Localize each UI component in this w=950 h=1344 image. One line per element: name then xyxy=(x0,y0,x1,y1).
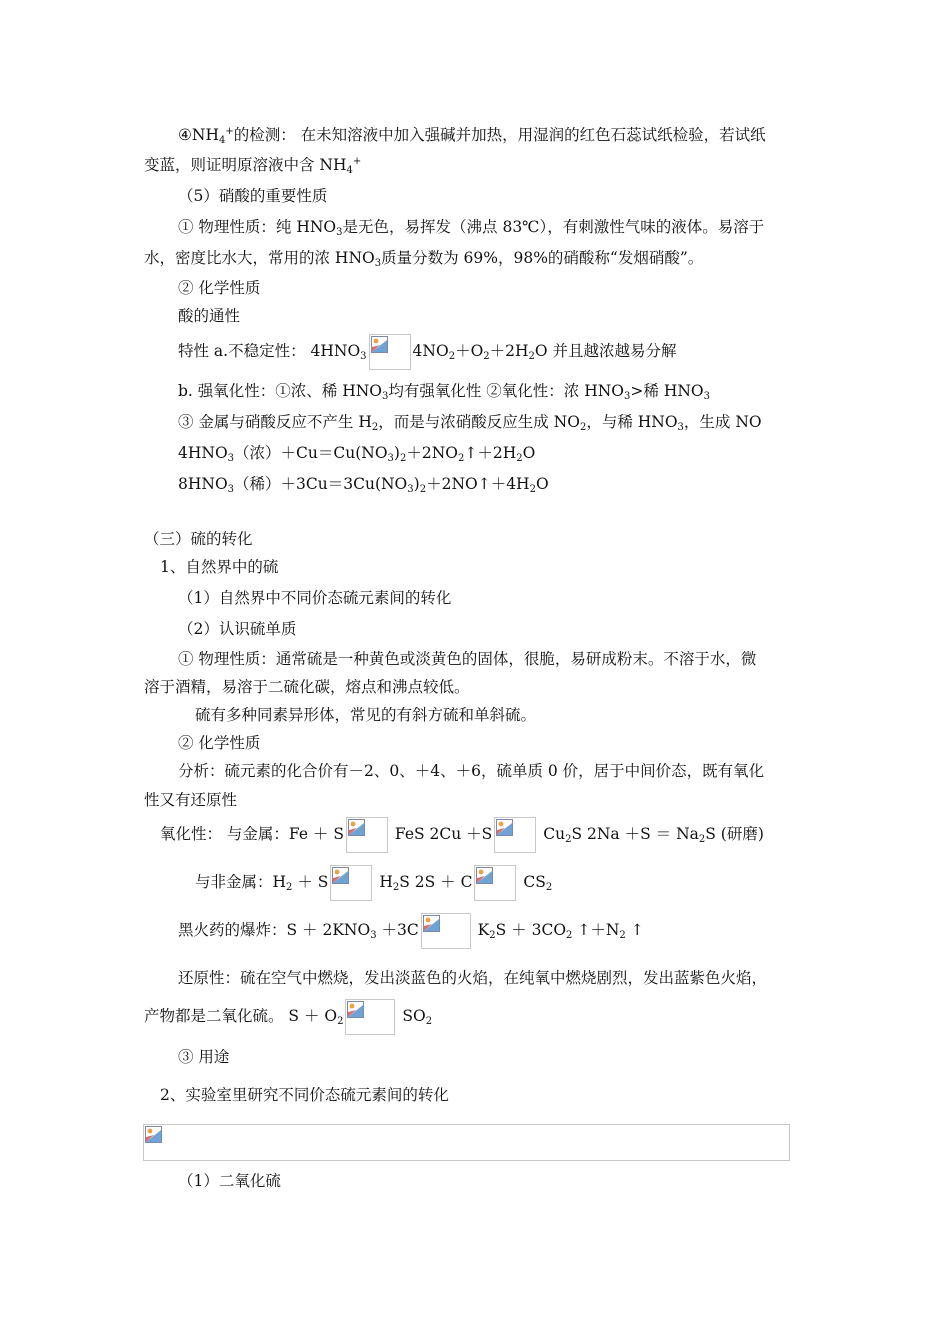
nitric-unstable: 特性 a.不稳定性： $4HNO_3$ $4NO_2+O_2+2H_2O$ 并且越浓越易分解 xyxy=(178,333,677,370)
broken-image-icon xyxy=(496,819,513,836)
nh4-test-line2: 变蓝，则证明原溶液中含 $NH_4^+$ xyxy=(144,156,362,176)
sulfur-nature-heading: 1、自然界中的硫 xyxy=(160,558,279,576)
equation-arrow-image xyxy=(345,999,395,1035)
nitric-metal: ③ 金属与硝酸反应不产生 $H_2$，而是与浓硝酸反应生成 $NO_2$，与稀 $HNO_3$，生成 NO xyxy=(178,413,762,433)
broken-image-icon xyxy=(332,867,349,884)
sulfur-gunpowder: 黑火药的爆炸：$S + 2KNO_3 +3C$ $K_2S + 3CO_2$ $↑+N_2$ ↑ xyxy=(178,912,644,949)
sulfur-section-heading: （三）硫的转化 xyxy=(144,530,253,548)
nitric-eq-concentrated: $4HNO_3$（浓）$+Cu=Cu(NO_3)_2+2NO_2↑+2H_2O$ xyxy=(178,444,536,464)
equation-arrow-image xyxy=(330,865,372,901)
sulfur-sub2: （2）认识硫单质 xyxy=(178,620,297,638)
sulfur-lab-heading: 2、实验室里研究不同价态硫元素间的转化 xyxy=(160,1086,449,1104)
sulfur-sub1: （1）自然界中不同价态硫元素间的转化 xyxy=(178,589,452,607)
sulfur-ox-nonmetal: 与非金属：$H_2 + S$ $H_2S$ 2S ＋ C $CS_2$ xyxy=(195,864,552,901)
sulfur-phys-line1: ① 物理性质：通常硫是一种黄色或淡黄色的固体，很脆，易研成粉末。不溶于水，微 xyxy=(178,650,757,668)
sulfur-allotrope: 硫有多种同素异形体，常见的有斜方硫和单斜硫。 xyxy=(195,706,537,724)
broken-image-icon xyxy=(145,1126,162,1143)
sulfur-chem-heading: ② 化学性质 xyxy=(178,734,261,752)
equation-arrow-image xyxy=(494,817,536,853)
equation-arrow-image xyxy=(474,865,516,901)
sulfur-conversion-diagram-image xyxy=(143,1124,790,1161)
broken-image-icon xyxy=(347,1001,364,1018)
nitric-eq-dilute: $8HNO_3$（稀）$+3Cu=3Cu(NO_3)_2+2NO↑+4H_2O$ xyxy=(178,475,549,495)
nitric-phys-line1: ① 物理性质：纯 $HNO_3$是无色，易挥发（沸点 83℃），有刺激性气味的液体。易溶于 xyxy=(178,218,765,238)
broken-image-icon xyxy=(476,867,493,884)
broken-image-icon xyxy=(348,819,365,836)
nitric-chem-heading: ② 化学性质 xyxy=(178,279,261,297)
so2-heading: （1）二氧化硫 xyxy=(178,1172,281,1190)
nitric-oxidizing: b. 强氧化性：①浓、稀 $HNO_3$均有强氧化性 ②氧化性：浓 $HNO_3>$稀 $HNO_3$ xyxy=(178,382,710,402)
broken-image-icon xyxy=(423,915,440,932)
sulfur-reduce-line1: 还原性：硫在空气中燃烧，发出淡蓝色的火焰，在纯氧中燃烧剧烈，发出蓝紫色火焰， xyxy=(178,969,768,987)
equation-arrow-image xyxy=(421,913,471,949)
nitric-phys-line2: 水，密度比水大，常用的浓 $HNO_3$质量分数为 69%，98%的硝酸称“发烟硝酸”。 xyxy=(144,249,704,269)
sulfur-reduce-line2: 产物都是二氧化硫。 $S + O_2$ $SO_2$ xyxy=(144,998,432,1035)
equation-arrow-image xyxy=(369,334,411,370)
sulfur-analysis-line2: 性又有还原性 xyxy=(144,791,238,809)
equation-arrow-image xyxy=(346,817,388,853)
nitric-heading: （5）硝酸的重要性质 xyxy=(178,187,328,205)
sulfur-ox-metal: 氧化性： 与金属：Fe ＋ S FeS 2Cu ＋S $Cu_2S$ $2Na +S = Na_2S$ (研磨) xyxy=(160,816,764,853)
sulfur-phys-line2: 溶于酒精，易溶于二硫化碳，熔点和沸点较低。 xyxy=(144,678,470,696)
sulfur-use-heading: ③ 用途 xyxy=(178,1048,230,1066)
broken-image-icon xyxy=(371,336,388,353)
acid-common: 酸的通性 xyxy=(178,307,241,325)
nh4-test-line1: $④NH_4^+$的检测： 在未知溶液中加入强碱并加热，用湿润的红色石蕊试纸检验，若试纸 xyxy=(178,126,766,146)
sulfur-analysis-line1: 分析：硫元素的化合价有－2、0、＋4、＋6，硫单质 0 价，居于中间价态，既有氧化 xyxy=(178,762,765,780)
